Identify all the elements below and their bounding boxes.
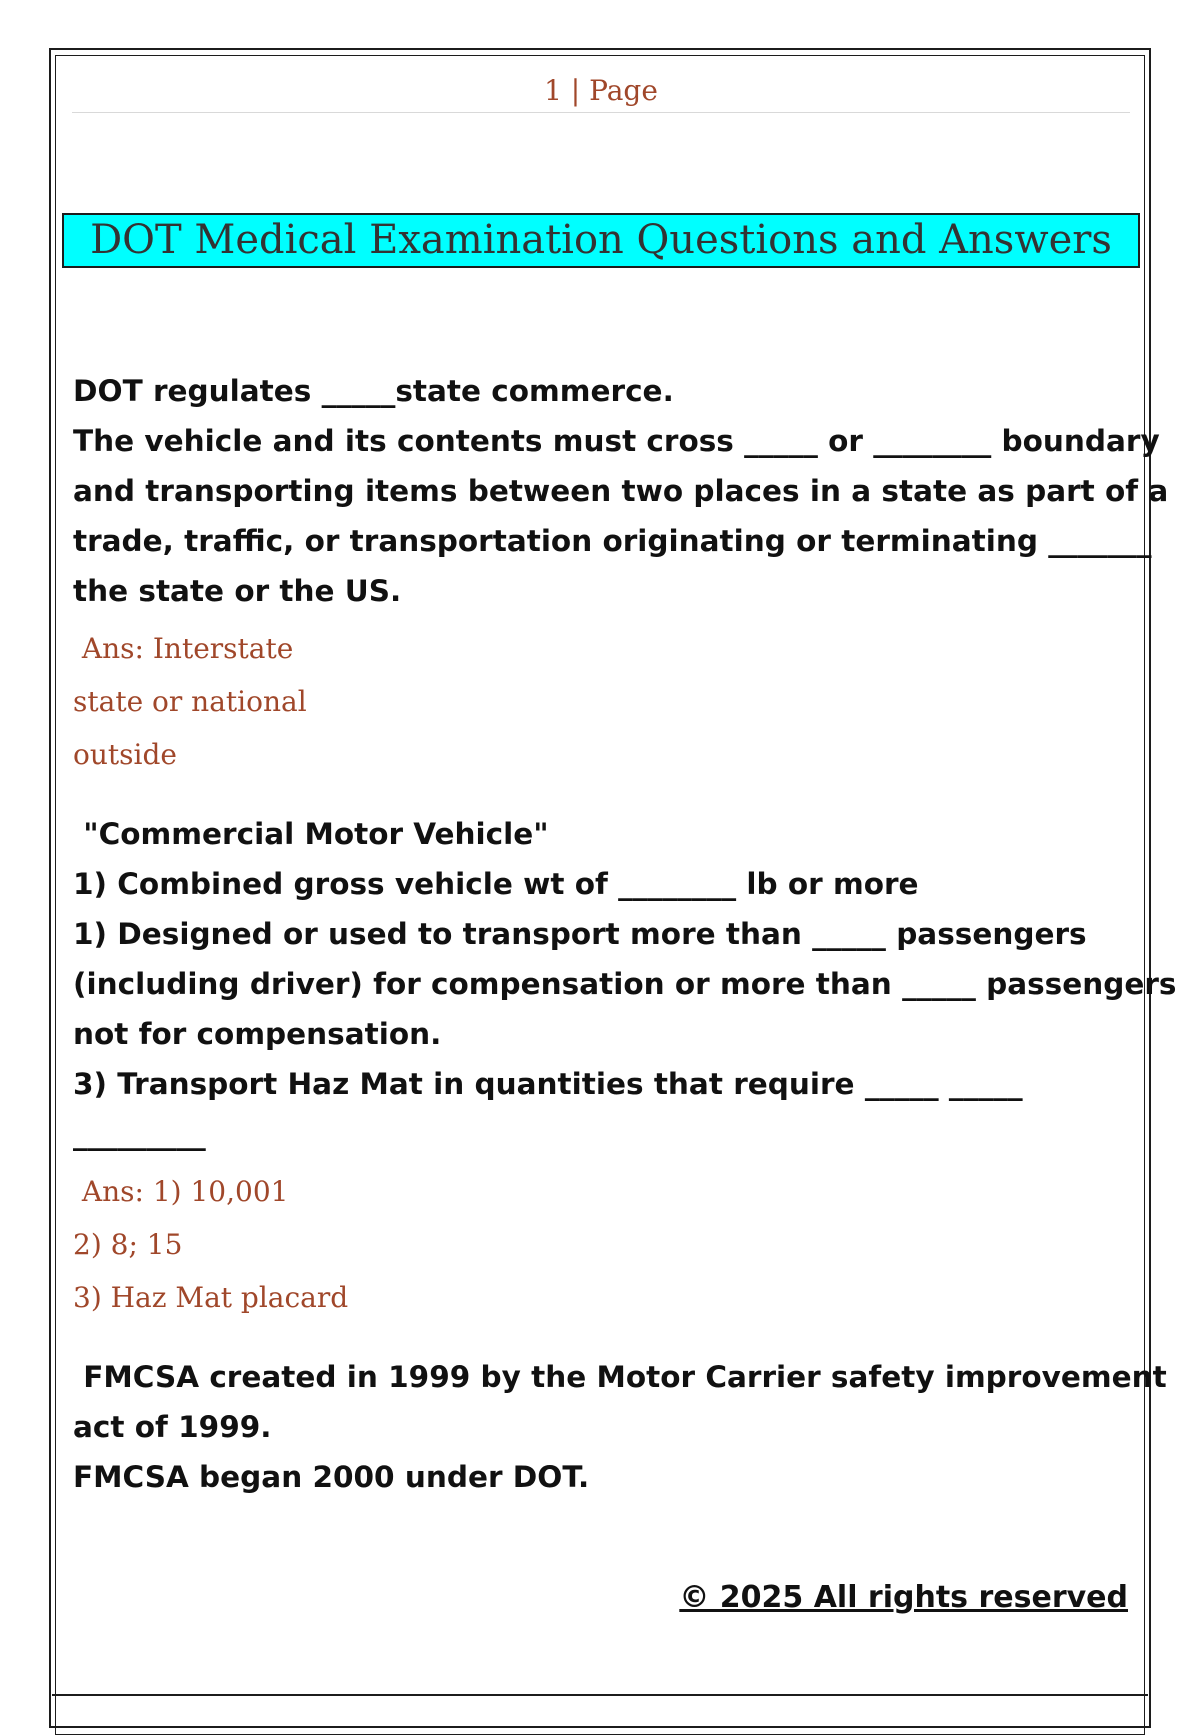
question-line: and transporting items between two places in a state as part of a [73, 474, 1169, 508]
question-line: act of 1999. [73, 1410, 272, 1444]
question-line: FMCSA created in 1999 by the Motor Carrier safety improvement [73, 1360, 1167, 1394]
question-block [73, 1352, 1167, 1502]
question-line: 3) Transport Haz Mat in quantities that require _____ _____ [73, 1067, 1023, 1101]
answer-line: 3) Haz Mat placard [73, 1281, 349, 1314]
answer-line: Ans: Interstate [73, 632, 294, 665]
answer-line: 2) 8; 15 [73, 1228, 183, 1261]
question-block [73, 809, 1177, 1159]
page-header [72, 70, 1130, 113]
question-line: trade, traffic, or transportation originating or terminating _______ [73, 524, 1152, 558]
question-line: _________ [73, 1117, 206, 1151]
question-line: FMCSA began 2000 under DOT. [73, 1460, 590, 1494]
question-line: The vehicle and its contents must cross _____ or ________ boundary [73, 424, 1160, 458]
page-number: 1 | Page [544, 74, 658, 107]
answer-line: Ans: 1) 10,001 [73, 1175, 289, 1208]
bottom-rule [52, 1694, 1148, 1696]
answer-line: state or national [73, 685, 307, 718]
question-line: DOT regulates _____state commerce. [73, 374, 674, 408]
answer-line: outside [73, 738, 177, 771]
question-line: not for compensation. [73, 1017, 442, 1051]
qa-content [73, 366, 1177, 1502]
copyright-notice: © 2025 All rights reserved [679, 1580, 1128, 1615]
question-line: (including driver) for compensation or more than _____ passengers [73, 967, 1177, 1001]
answer-block [73, 1165, 1135, 1324]
question-line: 1) Designed or used to transport more than _____ passengers [73, 917, 1087, 951]
answer-block [73, 622, 1135, 781]
question-line: "Commercial Motor Vehicle" [73, 817, 549, 851]
question-line: 1) Combined gross vehicle wt of ________ lb or more [73, 867, 919, 901]
question-block [73, 366, 1169, 616]
document-title: DOT Medical Examination Questions and Answers [62, 213, 1140, 268]
question-line: the state or the US. [73, 574, 402, 608]
